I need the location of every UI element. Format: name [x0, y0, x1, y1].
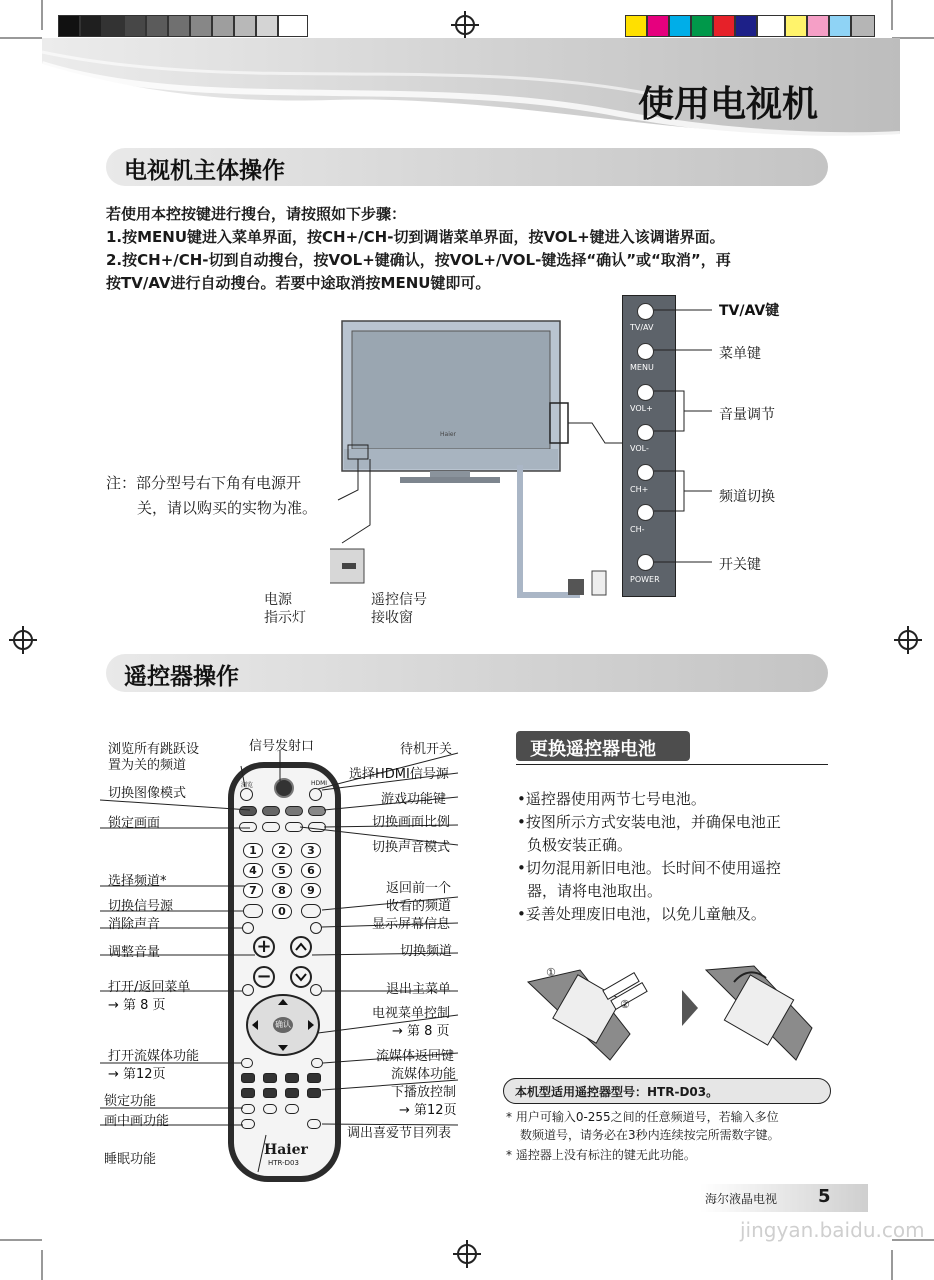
battery-bullet-cont: 负极安装正确。	[527, 836, 633, 854]
battery-bullet-cont: 器，请将电池取出。	[527, 882, 663, 900]
panel-button-label: POWER	[630, 575, 660, 584]
ok-key[interactable]: 确认	[273, 1017, 293, 1033]
label-browse: 置为关的频道	[108, 758, 187, 773]
panel-button-label: CH+	[630, 485, 649, 494]
label-sound-mode: 切换声音模式	[372, 840, 451, 855]
label-browse: 浏览所有跳跃设	[108, 742, 200, 757]
label-favorite: 调出喜爱节目列表	[347, 1126, 452, 1141]
label-recall: 收看的频道	[386, 899, 452, 914]
label-ir-emitter: 信号发射口	[249, 739, 315, 754]
battery-title-rule	[516, 764, 828, 765]
watermark-url: jingyan.baidu.com	[740, 1218, 925, 1242]
label-aspect: 切换画面比例	[372, 815, 451, 830]
label-media-play: → 第12页	[399, 1103, 457, 1118]
label-exit: 退出主菜单	[386, 982, 452, 997]
label-volume: 调整音量	[108, 945, 161, 960]
receiver-label: 接收窗	[371, 610, 413, 626]
label-source: 切换信号源	[108, 899, 174, 914]
label-lock: 锁定功能	[104, 1094, 157, 1109]
page-number: 5	[818, 1186, 831, 1207]
label-menu: → 第 8 页	[108, 998, 166, 1013]
panel-button-label: TV/AV	[630, 323, 654, 332]
panel-label-menu: 菜单键	[719, 346, 761, 362]
digit-key[interactable]: 5	[272, 863, 292, 878]
battery-bullet: •妥善处理废旧电池，以免儿童触及。	[517, 905, 766, 923]
panel-label-power: 开关键	[719, 557, 761, 573]
label-select-channel: 选择频道*	[108, 874, 167, 889]
panel-label-volume: 音量调节	[719, 407, 775, 423]
label-media: → 第12页	[108, 1067, 166, 1082]
tv-brand-logo: Haier	[440, 431, 457, 438]
footer-brand: 海尔液晶电视	[705, 1192, 778, 1206]
battery-install-illustration	[520, 960, 830, 1070]
section-title: 电视机主体操作	[124, 158, 285, 184]
label-sleep: 睡眠功能	[104, 1152, 157, 1167]
label-media-play: 流媒体功能	[391, 1067, 457, 1082]
volume-down-key[interactable]: −	[253, 966, 275, 988]
intro-line: 若使用本控按键进行搜台，请按照如下步骤：	[106, 205, 407, 223]
intro-line: 按TV/AV进行自动搜台。若要中途取消按MENU键即可。	[106, 274, 491, 292]
intro-line: 2.按CH+/CH-切到自动搜台，按VOL+键确认，按VOL+/VOL-键选择“确认”或“取消”，再	[106, 251, 731, 269]
label-mute: 消除声音	[108, 917, 161, 932]
receiver-label: 遥控信号	[371, 592, 427, 608]
panel-button-label: VOL-	[630, 444, 649, 453]
label-tv-menu: → 第 8 页	[392, 1024, 450, 1039]
digit-key[interactable]: 2	[272, 843, 292, 858]
label-recall: 返回前一个	[386, 881, 452, 896]
label-tv-menu: 电视菜单控制	[372, 1006, 451, 1021]
section-header-tv-operation	[106, 148, 828, 186]
label-menu: 打开/返回菜单	[108, 980, 191, 995]
label-display: 显示屏幕信息	[372, 917, 451, 932]
panel-button-label: VOL+	[630, 404, 653, 413]
label-picture-mode: 切换图像模式	[108, 786, 187, 801]
battery-step-mark: ①	[546, 966, 556, 979]
digit-key[interactable]: 3	[301, 843, 321, 858]
page-title: 使用电视机	[638, 84, 819, 125]
label-game: 游戏功能键	[381, 792, 447, 807]
remote-brand-logo: Haier	[264, 1142, 308, 1158]
digit-key[interactable]: 1	[243, 843, 263, 858]
remote-key-label: 浏览	[241, 782, 254, 789]
tv-illustration	[330, 315, 630, 615]
panel-label-channel: 频道切换	[719, 489, 775, 505]
footnote: * 用户可输入0-255之间的任意频道号，若输入多位	[506, 1110, 779, 1124]
indicator-label: 指示灯	[264, 610, 306, 626]
label-media: 打开流媒体功能	[108, 1049, 200, 1064]
label-hdmi: 选择HDMI信号源	[349, 767, 449, 782]
digit-key[interactable]: 6	[301, 863, 321, 878]
remote-model-text: 本机型适用遥控器型号：HTR-D03。	[515, 1085, 719, 1099]
volume-up-key[interactable]: +	[253, 936, 275, 958]
label-pip: 画中画功能	[104, 1114, 170, 1129]
remote-model: HTR-D03	[268, 1159, 299, 1167]
digit-key[interactable]: 4	[243, 863, 263, 878]
battery-bullet: •切勿混用新旧电池。长时间不使用遥控	[517, 859, 781, 877]
digit-key[interactable]: 9	[301, 883, 321, 898]
indicator-label: 电源	[264, 592, 292, 608]
label-standby: 待机开关	[400, 742, 453, 757]
panel-label-tvav: TV/AV键	[719, 303, 780, 319]
digit-key[interactable]: 0	[272, 904, 292, 919]
intro-line: 1.按MENU键进入菜单界面，按CH+/CH-切到调谐菜单界面，按VOL+键进入该调谐界面。	[106, 228, 725, 246]
panel-leader-lines	[650, 300, 720, 580]
battery-bullet: •遥控器使用两节七号电池。	[517, 790, 706, 808]
remote-key-label: HDMI	[311, 780, 328, 787]
battery-bullet: •按图所示方式安装电池，并确保电池正	[517, 813, 781, 831]
section-header-remote-operation	[106, 654, 828, 692]
footnote: 数频道号，请务必在3秒内连续按完所需数字键。	[520, 1128, 780, 1142]
battery-title: 更换遥控器电池	[530, 739, 656, 760]
battery-step-mark: ②	[620, 998, 630, 1011]
panel-button-label: CH-	[630, 525, 645, 534]
digit-key[interactable]: 8	[272, 883, 292, 898]
panel-button-label: MENU	[630, 363, 654, 372]
note-line: 关，请以购买的实物为准。	[137, 499, 318, 517]
footnote: * 遥控器上没有标注的键无此功能。	[506, 1148, 696, 1162]
digit-key[interactable]: 7	[243, 883, 263, 898]
label-media-play: 下播放控制	[391, 1085, 457, 1100]
section-title: 遥控器操作	[124, 664, 239, 690]
label-channel: 切换频道	[400, 944, 453, 959]
label-freeze: 锁定画面	[108, 816, 161, 831]
note-line: 注：部分型号右下角有电源开	[106, 474, 302, 492]
label-media-back: 流媒体返回键	[376, 1049, 455, 1064]
